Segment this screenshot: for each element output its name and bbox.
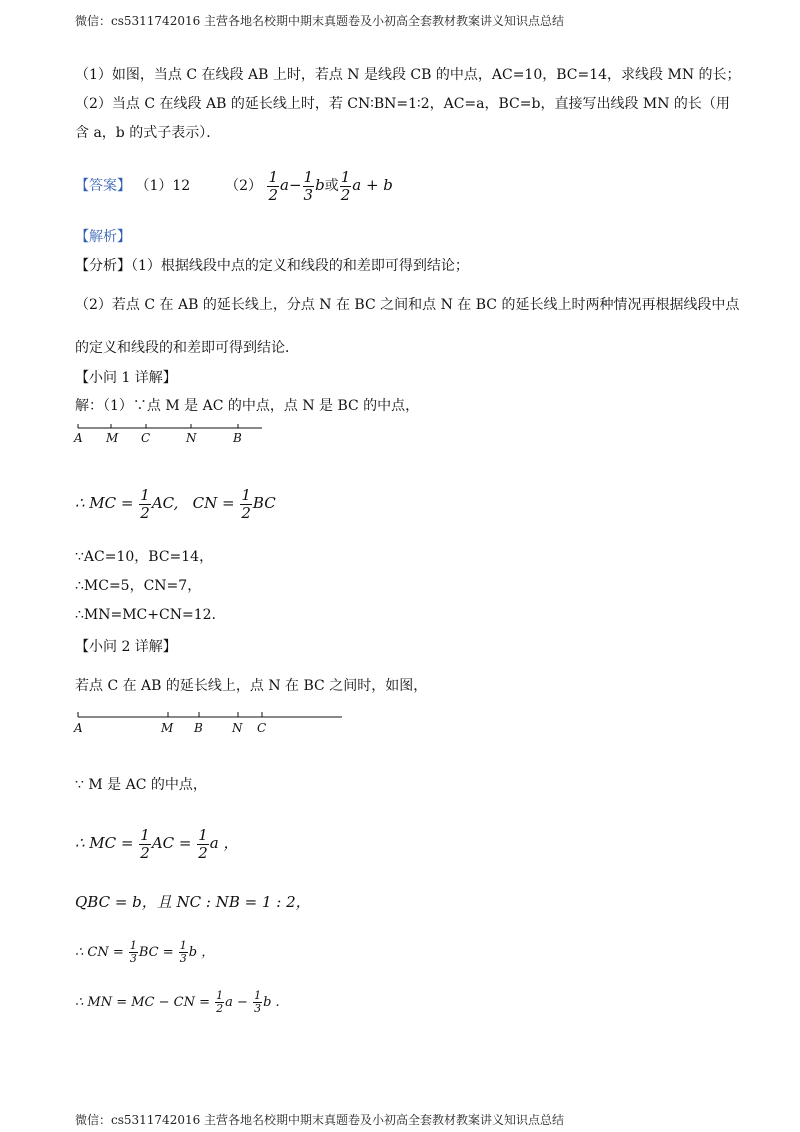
solution-1-formula: ∴ MC = $\frac{1}{2}$ AC, CN = $\frac{1}{2}$ BC (75, 485, 276, 522)
subquestion-1-heading: 【小问 1 详解】 (75, 370, 177, 386)
subquestion-2-heading: 【小问 2 详解】 (75, 639, 177, 655)
diagram-2-label-a: A (74, 721, 83, 734)
segment-diagram-2 (72, 710, 352, 734)
case-1-given: QBC = b，且 NC : NB = 1 : 2， (75, 893, 311, 911)
answer-part-1: （1）12 (135, 178, 191, 194)
page-footer: 微信：cs5311742016 主营各地名校期中期末真题卷及小初高全套教材教案讲义知识点总结 (75, 1113, 565, 1127)
diagram-1-label-b: B (233, 431, 242, 444)
diagram-1-label-c: C (141, 431, 151, 444)
answer-or: 或 (324, 178, 339, 194)
analysis-part-2-line-2: 的定义和线段的和差即可得到结论． (75, 340, 299, 356)
diagram-1-label-a: A (74, 431, 83, 444)
answer-line (75, 168, 393, 204)
case-1-mc-formula: ∴ MC = $\frac{1}{2}$ AC = $\frac{1}{2}$ a ， (75, 825, 239, 862)
question-part-2-line-1: （2）当点 C 在线段 AB 的延长线上时，若 CN∶BN=1∶2，AC=a，BC=b，直接写出线段 MN 的长（用 (75, 96, 730, 112)
diagram-2-label-m: M (161, 721, 174, 734)
diagram-2-label-n: N (232, 721, 243, 734)
diagram-1-label-n: N (186, 431, 197, 444)
analysis-part-1: 【分析】（1）根据线段中点的定义和线段的和差即可得到结论； (75, 258, 469, 274)
solution-1-intro: 解：（1）∵点 M 是 AC 的中点，点 N 是 BC 的中点， (75, 398, 420, 414)
segment-diagram-1 (72, 422, 272, 444)
answer-expression-1: $\frac{1}{2}$ a− $\frac{1}{3}$ b (268, 167, 325, 204)
case-1-intro: 若点 C 在 AB 的延长线上，点 N 在 BC 之间时，如图， (75, 678, 428, 694)
diagram-2-label-b: B (194, 721, 203, 734)
case-1-midpoint: ∵ M 是 AC 的中点， (75, 777, 207, 793)
solution-1-mc-cn: ∴MC=5，CN=7， (75, 578, 202, 594)
solution-1-given: ∵AC=10，BC=14， (75, 549, 214, 565)
diagram-1-label-m: M (106, 431, 119, 444)
case-1-cn-formula: ∴ CN = $\frac{1}{3}$ BC = $\frac{1}{3}$ b ， (75, 939, 215, 965)
analysis-part-2-line-1: （2）若点 C 在 AB 的延长线上，分点 N 在 BC 之间和点 N 在 BC 的延长线上时两种情况再根据线段中点 (75, 297, 740, 313)
question-part-1: （1）如图，当点 C 在线段 AB 上时，若点 N 是线段 CB 的中点，AC=10，BC=14，求线段 MN 的长； (75, 67, 741, 83)
analysis-tag: 【解析】 (75, 229, 131, 245)
answer-expression-2: $\frac{1}{2}$ a + b (340, 167, 393, 204)
solution-1-mn: ∴MN=MC+CN=12. (75, 607, 216, 623)
answer-part-2-label: （2） (225, 178, 263, 194)
diagram-2-label-c: C (257, 721, 267, 734)
case-1-mn-formula: ∴ MN = MC − CN = $\frac{1}{2}$ a − $\frac{1}{3}$ b . (75, 989, 280, 1015)
question-part-2-line-2: 含 a，b 的式子表示）． (75, 125, 221, 141)
answer-tag: 【答案】 (75, 178, 131, 194)
page-header: 微信：cs5311742016 主营各地名校期中期末真题卷及小初高全套教材教案讲义知识点总结 (75, 14, 565, 28)
